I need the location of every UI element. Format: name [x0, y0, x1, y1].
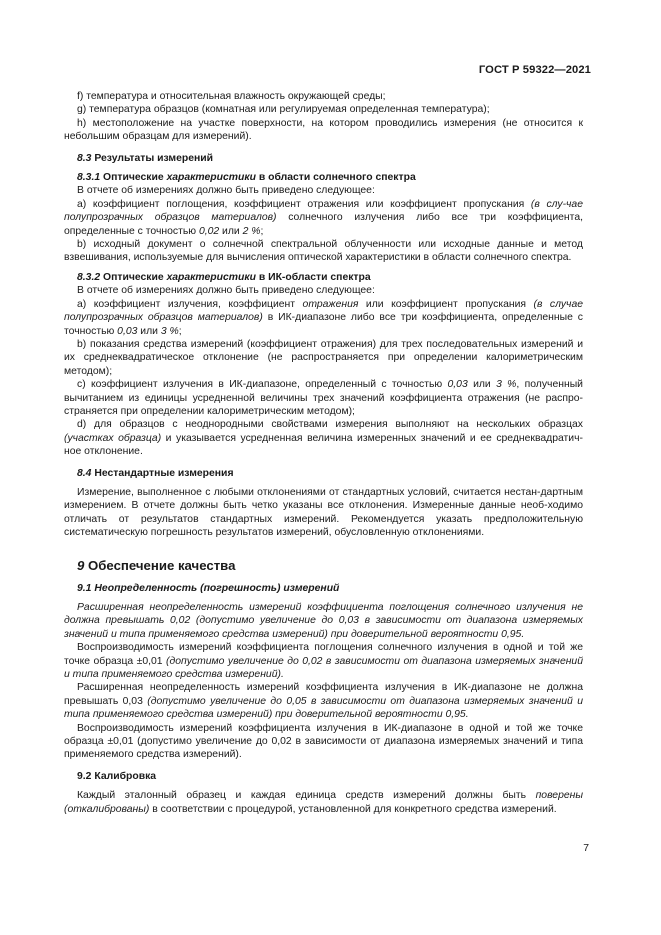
section-number: 8.4	[77, 467, 92, 479]
text-run-italic: отражения	[302, 298, 359, 310]
text-run-italic: (в слу-чае полупрозрачных образцов материалов)	[64, 198, 583, 224]
title-part: Оптические	[103, 172, 167, 184]
text-run: или коэффициент пропускания	[358, 298, 534, 310]
text-run: и указывается усредненная величина измеренных значений и ее среднеквадратич-ное отклонение.	[64, 432, 583, 458]
text-run: солнечного излучения либо все три коэффициента, определенные с точностью	[64, 212, 583, 237]
text-run: или	[219, 225, 243, 237]
paragraph: В отчете об измерениях должно быть приведено следующее:	[77, 285, 375, 297]
paragraph	[64, 601, 583, 641]
standard-designation: ГОСТ Р 59322—2021	[478, 64, 591, 76]
section-number: 9.2	[77, 770, 92, 782]
section-number: 8.3	[77, 152, 92, 164]
text-run-italic: 2 %	[242, 225, 261, 237]
section-heading-9	[64, 558, 583, 574]
text-run-italic: 3 %	[496, 379, 517, 391]
text-run: Воспроизводимость измерений коэффициента поглощения солнечного излучения в одной и той же точке образца ±0,01	[64, 642, 583, 667]
section-title: Калибровка	[94, 770, 157, 782]
section-title: Результаты измерений	[94, 152, 214, 164]
text-run: c) коэффициент излучения в ИК-диапазоне, определенный с точностью	[77, 379, 448, 391]
list-item-b: b) показания средства измерений (коэффициент отражения) для трех последовательных измерений и их среднеквадратическое отклонение (не распространяется при определении калориметрическим методом);	[64, 338, 583, 377]
paragraph: Измерение, выполненное с любыми отклонениями от стандартных условий, считается нестан-дартным измерением. В отчете должны быть четко указаны все отклонения. Измеренные данные необ-ходимо отличать от результатов стандартных измерений. Рекомендуется указать предположительную систематическую погрешность результатов измерений, обусловленную отклонениями.	[64, 486, 583, 539]
text-run-italic: 0,03	[117, 325, 138, 337]
section-number: 8.3.1	[77, 172, 101, 184]
text-run: a) коэффициент излучения, коэффициент	[77, 298, 303, 310]
section-number: 9	[77, 557, 85, 573]
list-item-d	[64, 418, 583, 458]
title-part: в ИК-области спектра	[255, 271, 371, 283]
section-title: Нестандартные измерения	[94, 467, 234, 479]
section-heading-8-3	[64, 152, 583, 165]
text-run: a) коэффициент поглощения, коэффициент отражения или коэффициент пропускания	[77, 198, 531, 210]
text-run-italic: поверены (откалиброваны)	[64, 790, 583, 815]
section-heading-9-1	[64, 582, 583, 595]
text-run: Расширенная неопределенность измерений коэффициента излучения в ИК-диапазоне не должна превышать 0,03	[64, 682, 583, 707]
title-part: в области солнечного спектра	[255, 172, 416, 184]
text-run-italic: 3 %	[160, 325, 179, 337]
text-run: ;	[260, 225, 264, 237]
section-heading-8-4	[64, 467, 583, 480]
text-run: , полученный вычитанием из единицы усредненной величины трех значений коэффициента отражения (не распро-страняется при определении калориметрическим методом);	[64, 379, 583, 417]
section-heading-8-3-1	[64, 171, 583, 184]
section-heading-9-2	[64, 770, 583, 783]
list-item-c	[64, 378, 583, 418]
list-item-h: h) местоположение на участке поверхности, на котором проводились измерения (не относится к небольшим образцам для измерений).	[64, 117, 583, 143]
paragraph	[64, 641, 583, 681]
section-number: 8.3.2	[77, 271, 101, 283]
text-run: в соответствии с процедурой, установленной для конкретного средства измерений.	[149, 803, 557, 815]
text-run-italic: 0,03	[447, 379, 468, 391]
text-run: d) для образцов с неоднородными свойствами измерения выполняют на нескольких образцах	[77, 419, 583, 431]
page-number: 7	[583, 843, 589, 854]
title-part: Оптические	[103, 271, 167, 283]
list-item-g: g) температура образцов (комнатная или регулируемая определенная температура);	[77, 104, 490, 116]
text-run-italic: (допустимо увеличение до 0,05 в зависимости от диапазона измеряемых значений и типа применяемого средства измерений) при доверительной вероятности 0,95.	[64, 695, 583, 721]
paragraph: В отчете об измерениях должно быть приведено следующее:	[77, 185, 375, 197]
text-run-italic: (допустимо увеличение до 0,02 в зависимости от диапазона измеряемых значений и типа применяемого средства измерений).	[64, 655, 583, 681]
page-content	[64, 90, 583, 816]
section-heading-8-3-2	[64, 271, 583, 284]
paragraph	[64, 789, 583, 816]
list-item-f: f) температура и относительная влажность окружающей среды;	[77, 91, 386, 102]
paragraph	[64, 681, 583, 721]
list-item-b: b) исходный документ о солнечной спектральной облученности или исходные данные и метод взвешивания, используемые для вычисления оптической характеристики в области солнечного спектра.	[64, 239, 583, 264]
text-run: Каждый эталонный образец и каждая единица средств измерений должны быть	[77, 790, 536, 802]
text-run: или	[467, 379, 497, 391]
list-item-a	[64, 298, 583, 338]
title-part-italic: характеристики	[166, 271, 256, 283]
paragraph: Воспроизводимость измерений коэффициента излучения в ИК-диапазоне в одной и той же точке образца ±0,01 (допустимо увеличение до 0,02 в зависимости от диапазона измеряемых значений и типа применяемого средства измерений).	[64, 722, 583, 761]
section-title: Обеспечение качества	[88, 557, 236, 573]
text-run: в ИК-диапазоне либо все три коэффициента, определенные с точностью	[64, 312, 583, 337]
title-part-italic: характеристики	[166, 172, 256, 184]
text-run: ;	[178, 325, 182, 337]
text-run-italic: (в случае полупрозрачных образцов материалов)	[64, 298, 583, 324]
text-run-italic: Расширенная неопределенность измерений коэффициента поглощения солнечного излучения не должна превышать 0,02 (допустимо увеличение до 0,03 в зависимости от диапазона измеряемых значений и типа применяемого средства измерений) при доверительной вероятности 0,95.	[64, 602, 583, 640]
section-title: Неопределенность (погрешность) измерений	[94, 582, 340, 594]
section-number: 9.1	[77, 582, 92, 594]
text-run: или	[137, 325, 161, 337]
text-run-italic: (участках образца)	[64, 432, 162, 444]
text-run-italic: 0,02	[198, 225, 220, 237]
list-item-a	[64, 198, 583, 238]
